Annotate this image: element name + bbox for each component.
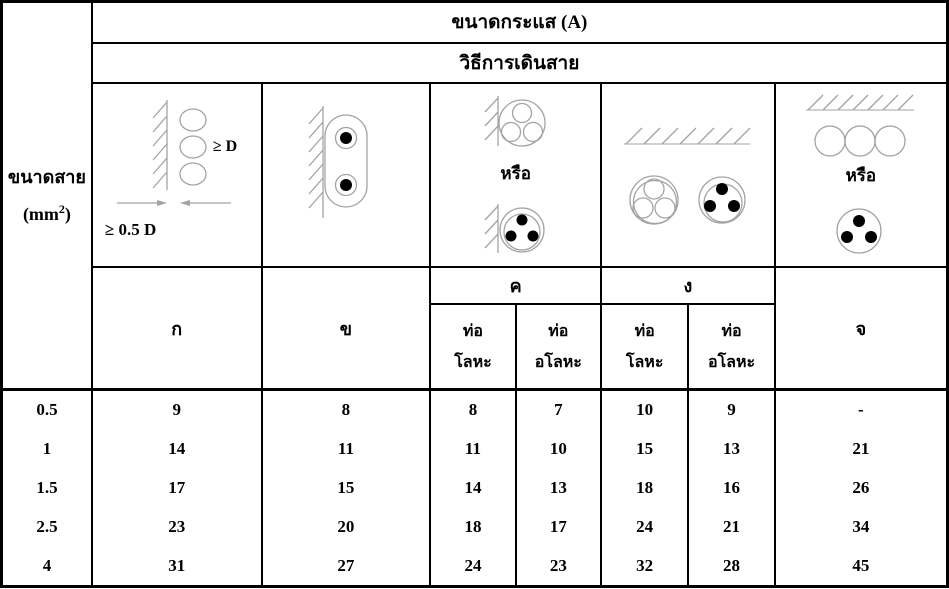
or-label: หรือ: [845, 166, 877, 186]
data-row: [2, 468, 948, 507]
diagram-cell-b: [262, 83, 431, 267]
sub-label-d-nonmetal: ท่อ อโลหะ: [688, 304, 774, 390]
size-cell: 1.5: [2, 468, 92, 507]
data-cell: 9: [688, 390, 774, 429]
size-cell: 1: [2, 429, 92, 468]
corner-title: ขนาดสาย: [7, 167, 86, 188]
data-cell: 18: [430, 508, 515, 547]
data-cell: 15: [601, 429, 688, 468]
data-cell: 14: [430, 468, 515, 507]
data-cell: 17: [516, 508, 601, 547]
group-label-d: ง: [601, 267, 775, 304]
data-row: [2, 547, 948, 586]
data-cell: 7: [516, 390, 601, 429]
data-cell: 24: [430, 547, 515, 586]
data-cell: -: [775, 390, 948, 429]
diagram-cell-a: [92, 83, 262, 267]
data-row: [2, 508, 948, 547]
data-cell: 18: [601, 468, 688, 507]
data-cell: 10: [516, 429, 601, 468]
corner-unit: $(mm^2)$: [22, 202, 71, 225]
flat-cable-on-wall-icon: [263, 84, 429, 264]
data-cell: 13: [688, 429, 774, 468]
data-cell: 32: [601, 547, 688, 586]
data-cell: 31: [92, 547, 262, 586]
data-cell: 21: [775, 429, 948, 468]
group-label-b: ข: [262, 267, 431, 390]
data-cell: 11: [262, 429, 431, 468]
data-cell: 9: [92, 390, 262, 429]
data-row: [2, 429, 948, 468]
header-row-current: [2, 2, 948, 43]
data-cell: 13: [516, 468, 601, 507]
gte-d-annotation: ≥ D: [212, 138, 238, 156]
group-label-a: ก: [92, 267, 262, 390]
data-cell: 23: [92, 508, 262, 547]
data-cell: 27: [262, 547, 431, 586]
size-cell: 2.5: [2, 508, 92, 547]
sub-label-c-nonmetal: ท่อ อโลหะ: [516, 304, 601, 390]
data-row: [2, 390, 948, 429]
diagram-cell-c: [430, 83, 601, 267]
data-cell: 15: [262, 468, 431, 507]
data-cell: 28: [688, 547, 774, 586]
group-label-e: จ: [775, 267, 948, 390]
group-label-row: [2, 267, 948, 304]
data-cell: 14: [92, 429, 262, 468]
diagram-cell-d: [601, 83, 775, 267]
data-cell: 45: [775, 547, 948, 586]
group-label-c: ค: [430, 267, 601, 304]
diagram-row: [2, 83, 948, 267]
sub-label-d-metal: ท่อ โลหะ: [601, 304, 688, 390]
data-cell: 20: [262, 508, 431, 547]
data-cell: 10: [601, 390, 688, 429]
current-size-header: ขนาดกระแส (A): [92, 2, 948, 43]
wiring-method-header: วิธีการเดินสาย: [92, 43, 948, 83]
header-row-method: [2, 43, 948, 83]
data-cell: 8: [262, 390, 431, 429]
diagram-cell-e: [775, 83, 948, 267]
data-cell: 17: [92, 468, 262, 507]
gte-half-d-annotation: ≥ 0.5 D: [104, 220, 157, 240]
data-cell: 8: [430, 390, 515, 429]
size-cell: 0.5: [2, 390, 92, 429]
or-label: หรือ: [500, 164, 531, 184]
data-cell: 34: [775, 508, 948, 547]
corner-cell-wire-size: [2, 2, 92, 390]
sub-label-c-metal: ท่อ โลหะ: [430, 304, 515, 390]
data-cell: 23: [516, 547, 601, 586]
data-cell: 26: [775, 468, 948, 507]
data-cell: 16: [688, 468, 774, 507]
data-cell: 11: [430, 429, 515, 468]
size-cell: 4: [2, 547, 92, 586]
data-cell: 24: [601, 508, 688, 547]
data-cell: 21: [688, 508, 774, 547]
conduit-under-ceiling-icon: [602, 84, 771, 264]
